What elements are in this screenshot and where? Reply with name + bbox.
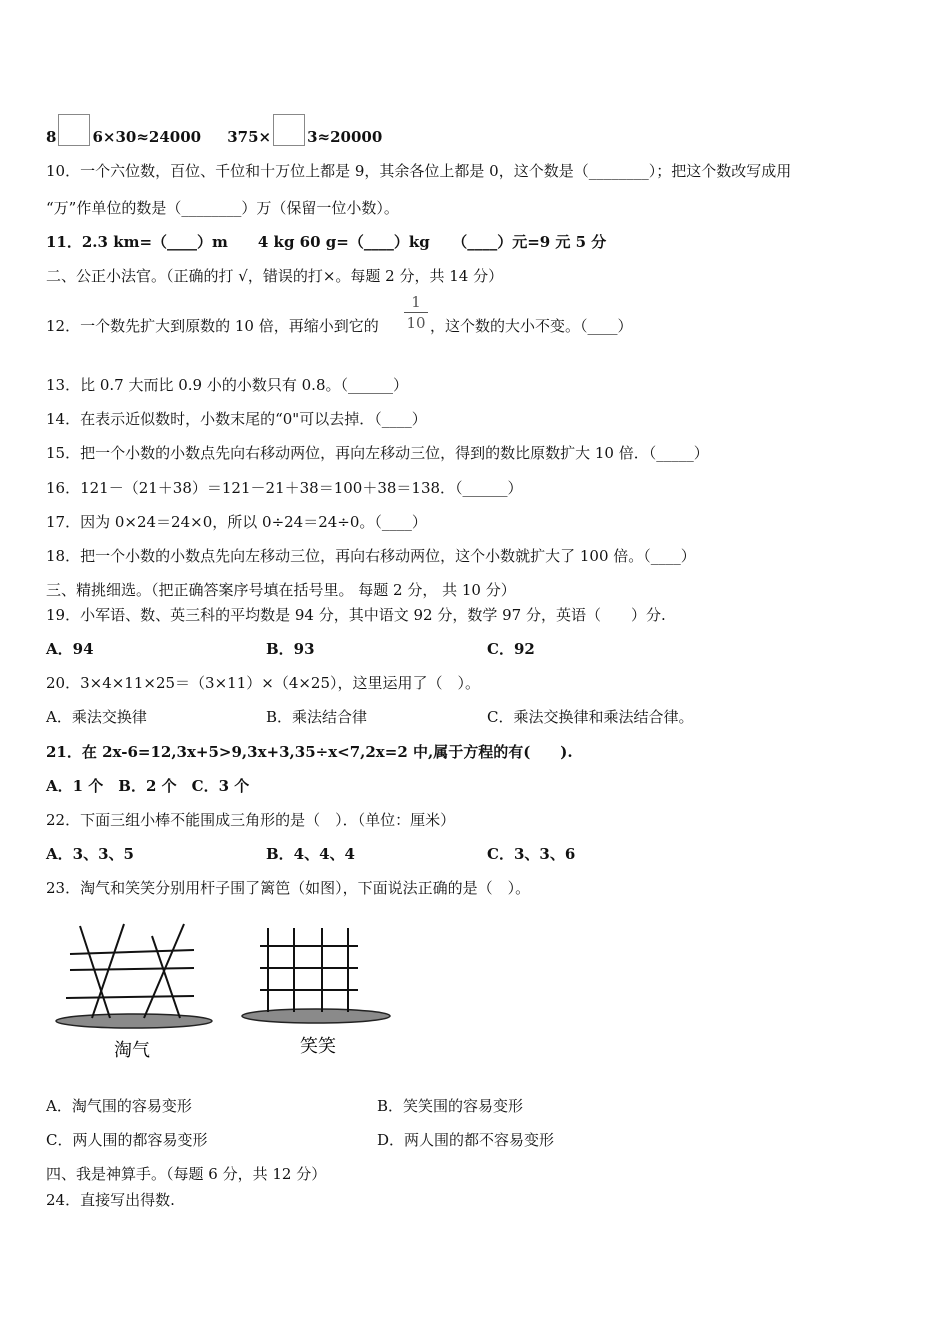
q10-line2: “万”作单位的数是（________）万（保留一位小数）。 [46, 199, 399, 217]
q9-part1-a: 8 [46, 128, 57, 146]
q22-option-b[interactable]: B．4、4、4 [266, 845, 355, 863]
q20-option-b[interactable]: B．乘法结合律 [266, 708, 368, 726]
q23-figure-xiaoxiao [238, 918, 398, 1068]
q21-stem: 21．在 2x-6=12,3x+5>9,3x+3,35÷x<7,2x=2 中,属于方程的有( ). [46, 743, 573, 761]
q11: 11．2.3 km=（____）m 4 kg 60 g=（____）kg （____）元=9 元 5 分 [46, 233, 607, 251]
q17: 17．因为 0×24＝24×0，所以 0÷24＝24÷0。（____） [46, 513, 427, 531]
q9-blank-box-1[interactable] [58, 114, 90, 146]
taoqi-stake-2 [92, 924, 124, 1018]
q15: 15．把一个小数的小数点先向右移动两位，再向左移动三位，得到的数比原数扩大 10 倍．（_____） [46, 444, 709, 462]
q20-stem: 20．3×4×11×25＝（3×11）×（4×25），这里运用了（ ）。 [46, 674, 481, 692]
q23-option-b[interactable]: B．笑笑围的容易变形 [377, 1097, 524, 1115]
q19-stem: 19．小军语、数、英三科的平均数是 94 分，其中语文 92 分，数学 97 分，英语（ ）分. [46, 606, 666, 624]
q14: 14．在表示近似数时，小数末尾的“0"可以去掉．（____） [46, 410, 427, 428]
q19-option-b[interactable]: B．93 [266, 640, 315, 658]
section4-heading: 四、我是神算手。（每题 6 分，共 12 分） [46, 1165, 327, 1183]
taoqi-rail-mid [70, 968, 194, 970]
q23-option-c[interactable]: C．两人围的都容易变形 [46, 1131, 208, 1149]
taoqi-rail-bottom [66, 996, 194, 998]
q22-option-c[interactable]: C．3、3、6 [487, 845, 576, 863]
q13: 13．比 0.7 大而比 0.9 小的小数只有 0.8。（______） [46, 376, 408, 394]
q9-blank-box-2[interactable] [273, 114, 305, 146]
q20-option-a[interactable]: A．乘法交换律 [46, 708, 147, 726]
q16: 16．121－（21＋38）＝121－21＋38＝100＋38＝138．（______） [46, 479, 523, 497]
q22-option-a[interactable]: A．3、3、5 [46, 845, 134, 863]
q12-before: 12．一个数先扩大到原数的 10 倍，再缩小到它的 [46, 317, 379, 335]
section3-heading: 三、精挑细选。（把正确答案序号填在括号里。 每题 2 分， 共 10 分） [46, 581, 516, 599]
q12-fraction [404, 292, 428, 333]
q9-part1-b: 6×30≈24000 [92, 128, 202, 146]
taoqi-stake-4 [144, 924, 184, 1018]
taoqi-stake-1 [80, 926, 110, 1018]
section2-heading: 二、公正小法官。（正确的打 √，错误的打×。每题 2 分，共 14 分） [46, 267, 504, 285]
q12-fraction-num: 1 [404, 292, 428, 313]
q9-line [46, 114, 382, 147]
q19-option-a[interactable]: A．94 [46, 640, 94, 658]
taoqi-label: 淘气 [114, 1040, 150, 1061]
q22-stem: 22．下面三组小棒不能围成三角形的是（ ）．（单位：厘米） [46, 811, 456, 829]
xiaoxiao-label: 笑笑 [300, 1036, 336, 1057]
q18: 18．把一个小数的小数点先向左移动三位，再向右移动两位，这个小数就扩大了 100 倍。（____） [46, 547, 696, 565]
q9-part2-b: 3≈20000 [307, 128, 383, 146]
q24: 24．直接写出得数. [46, 1191, 175, 1209]
q23-option-d[interactable]: D．两人围的都不容易变形 [377, 1131, 555, 1149]
xiaoxiao-ground-ellipse [242, 1009, 390, 1023]
q9-part2-a: 375× [227, 128, 272, 146]
q23-figure-taoqi [52, 918, 217, 1068]
q20-option-c[interactable]: C．乘法交换律和乘法结合律。 [487, 708, 694, 726]
q21-options[interactable]: A．1 个 B．2 个 C．3 个 [46, 777, 250, 795]
taoqi-ground-ellipse [56, 1014, 212, 1028]
q12-after: ，这个数的大小不变。（____） [430, 317, 633, 335]
q19-option-c[interactable]: C．92 [487, 640, 535, 658]
q23-stem: 23．淘气和笑笑分别用杆子围了篱笆（如图），下面说法正确的是（ ）。 [46, 879, 531, 897]
q12-fraction-den: 10 [406, 314, 426, 332]
taoqi-stake-3 [152, 936, 180, 1018]
q23-option-a[interactable]: A．淘气围的容易变形 [46, 1097, 192, 1115]
q10-line1: 10．一个六位数，百位、千位和十万位上都是 9，其余各位上都是 0，这个数是（________）；把这个数改写成用 [46, 162, 792, 180]
